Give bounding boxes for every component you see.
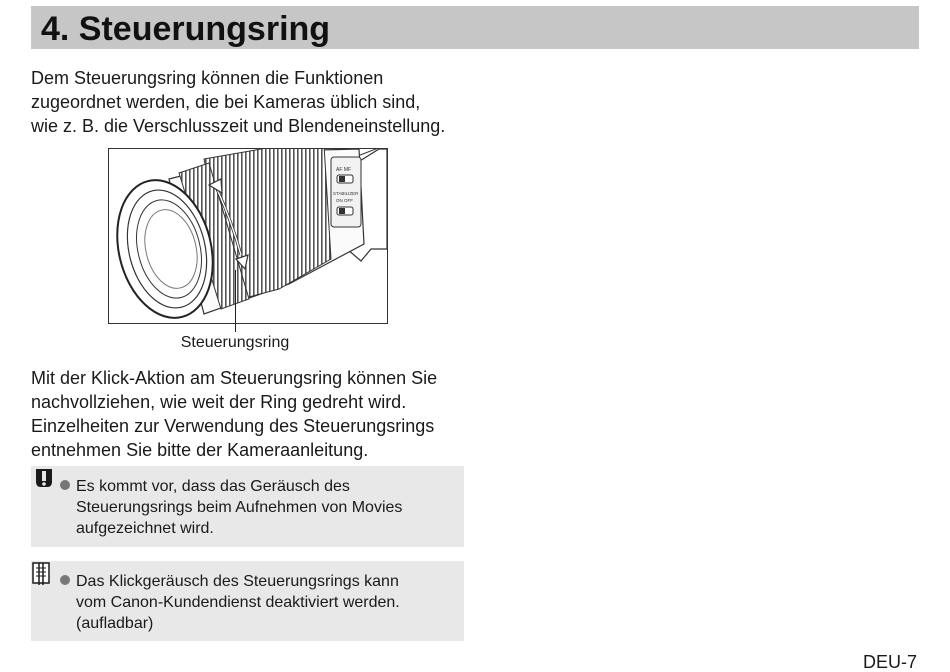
- caution-icon: [31, 466, 57, 492]
- lens-illustration: [108, 148, 388, 324]
- stabilizer-switch-label: STABILIZER: [333, 191, 359, 196]
- intro-line-1: Dem Steuerungsring können die Funktionen: [31, 68, 384, 88]
- caution-line-1: [60, 476, 402, 497]
- caption-leader-line: [235, 270, 236, 332]
- body-line-4: entnehmen Sie bitte der Kameraanleitung.: [31, 440, 369, 460]
- caution-note: [31, 466, 464, 547]
- af-mf-switch-label: AF MF: [336, 167, 351, 173]
- caution-line-3: aufgezeichnet wird.: [76, 520, 214, 537]
- caution-line-2: Steuerungsrings beim Aufnehmen von Movies: [76, 499, 403, 516]
- body-line-2: nachvollziehen, wie weit der Ring gedreht wird.: [31, 392, 407, 412]
- memo-line-2: vom Canon-Kundendienst deaktiviert werden.: [76, 594, 400, 611]
- page-title: 4. Steuerungsring: [41, 10, 331, 48]
- bullet-dot: [60, 575, 70, 585]
- intro-line-3: wie z. B. die Verschlusszeit und Blendeneinstellung.: [31, 116, 446, 136]
- memo-note: [31, 561, 464, 641]
- memo-icon: [31, 561, 53, 587]
- memo-line-1: [60, 571, 400, 592]
- caution-text-1: Es kommt vor, dass das Geräusch des: [76, 478, 350, 495]
- intro-paragraph: [31, 66, 445, 138]
- page-number: DEU-7: [862, 652, 917, 672]
- figure-caption: Steuerungsring: [180, 334, 290, 351]
- body-paragraph: [31, 366, 437, 462]
- memo-text-1: Das Klickgeräusch des Steuerungsrings kann: [76, 573, 399, 590]
- body-line-3: Einzelheiten zur Verwendung des Steuerungsrings: [31, 416, 435, 436]
- stabilizer-on-off-label: ON OFF: [336, 198, 353, 203]
- lens-drawing: [109, 149, 387, 323]
- title-bar: [31, 6, 919, 49]
- intro-line-2: zugeordnet werden, die bei Kameras üblich sind,: [31, 92, 421, 112]
- body-line-1: Mit der Klick-Aktion am Steuerungsring können Sie: [31, 368, 438, 388]
- bullet-dot: [60, 480, 70, 490]
- memo-line-3: (aufladbar): [76, 615, 154, 632]
